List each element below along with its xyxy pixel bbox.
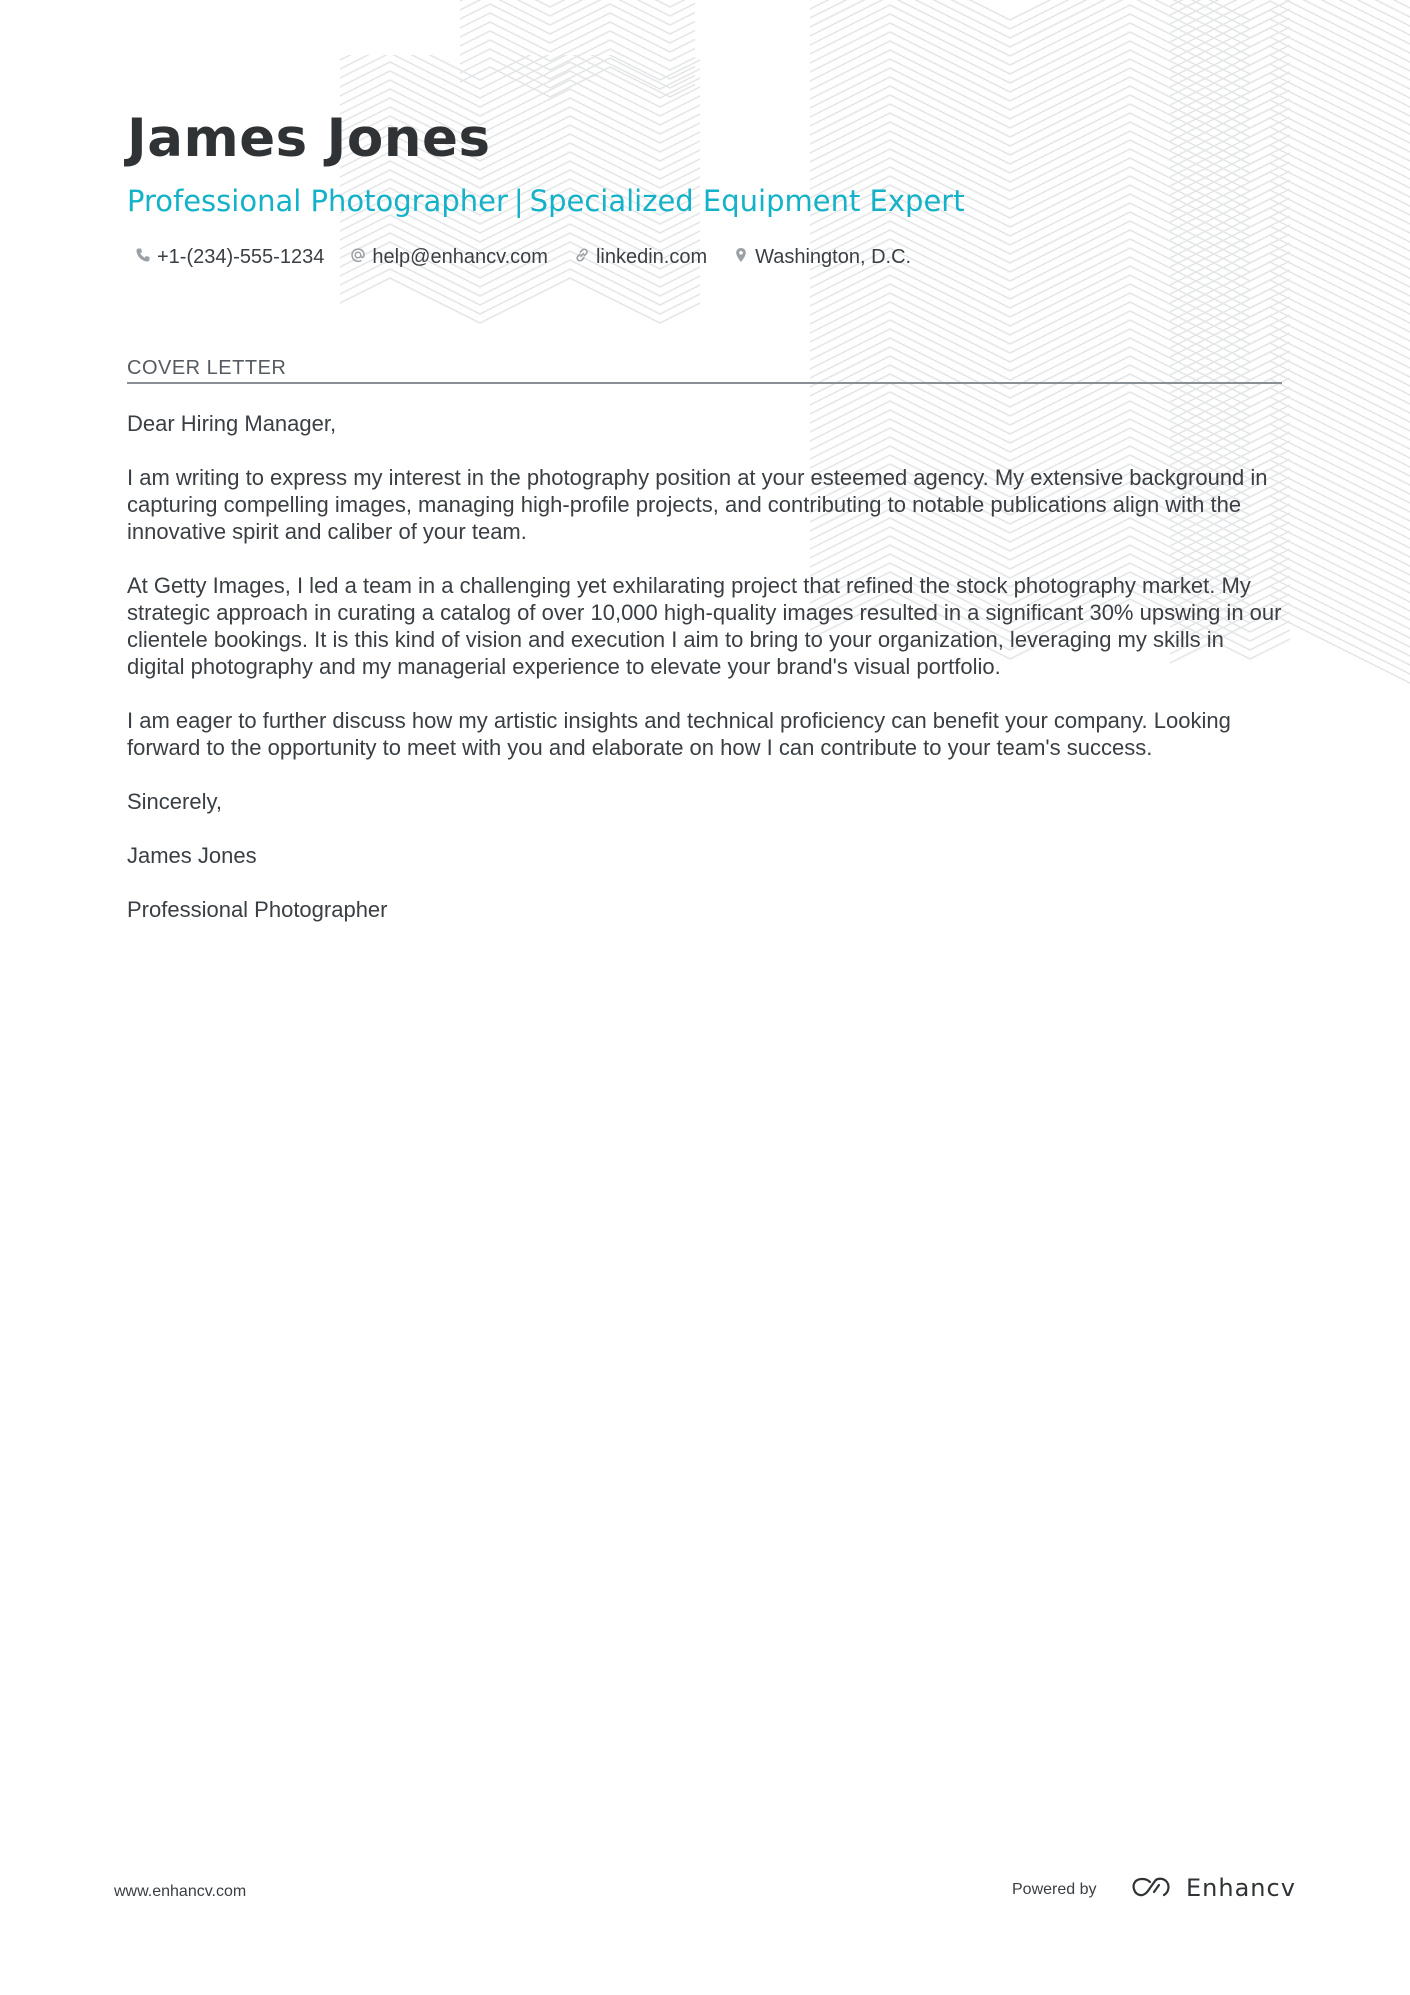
title-separator: | [513, 184, 524, 218]
contact-link[interactable] [574, 246, 707, 269]
location-text: Washington, D.C. [755, 246, 912, 268]
enhancv-wordmark: Enhancv [1186, 1874, 1296, 1902]
letter-closing: Sincerely, [127, 789, 222, 814]
link-text: linkedin.com [595, 246, 708, 268]
phone-icon [135, 246, 151, 269]
job-title-primary: Professional Photographer [127, 184, 508, 218]
letter-body [127, 410, 1287, 950]
contact-email[interactable] [350, 246, 548, 269]
section-title-cover-letter: COVER LETTER [127, 357, 287, 379]
contact-info-row [135, 246, 911, 269]
letter-paragraph-2: At Getty Images, I led a team in a challenging yet exhilarating project that refined the stock photography market. My strategic approach in curating a catalog of over 10,000 high-quality images resulted in a significant 30% upswing in our clientele bookings. It is this kind of vision and execution I aim to bring to your organization, leveraging my skills in digital photography and my managerial experience to elevate your brand's visual portfolio. [127, 573, 1282, 679]
at-icon [350, 246, 366, 269]
footer-website-link[interactable]: www.enhancv.com [114, 1883, 247, 1900]
signature-title: Professional Photographer [127, 897, 388, 922]
job-title-secondary: Specialized Equipment Expert [529, 184, 965, 218]
enhancv-logo-icon [1130, 1876, 1176, 1900]
contact-location [733, 246, 911, 269]
link-icon [574, 246, 590, 269]
location-pin-icon [733, 246, 749, 269]
enhancv-logo[interactable] [1130, 1874, 1296, 1902]
letter-paragraph-1: I am writing to express my interest in the photography position at your esteemed agency. My extensive background in capturing compelling images, managing high-profile projects, and contributing to notable publications align with the innovative spirit and caliber of your team. [127, 465, 1268, 544]
letter-paragraph-3: I am eager to further discuss how my artistic insights and technical proficiency can benefit your company. Looking forward to the opportunity to meet with you and elaborate on how I can contribute to your team's success. [127, 708, 1231, 760]
powered-by-label: Powered by [1012, 1881, 1097, 1898]
signature-name: James Jones [127, 843, 257, 868]
section-divider [127, 382, 1282, 384]
job-title [127, 184, 965, 219]
letter-greeting: Dear Hiring Manager, [127, 411, 337, 436]
email-text: help@enhancv.com [372, 246, 548, 268]
contact-phone[interactable] [135, 246, 324, 269]
candidate-name: James Jones [127, 108, 491, 169]
phone-text: +1-(234)-555-1234 [157, 246, 325, 268]
